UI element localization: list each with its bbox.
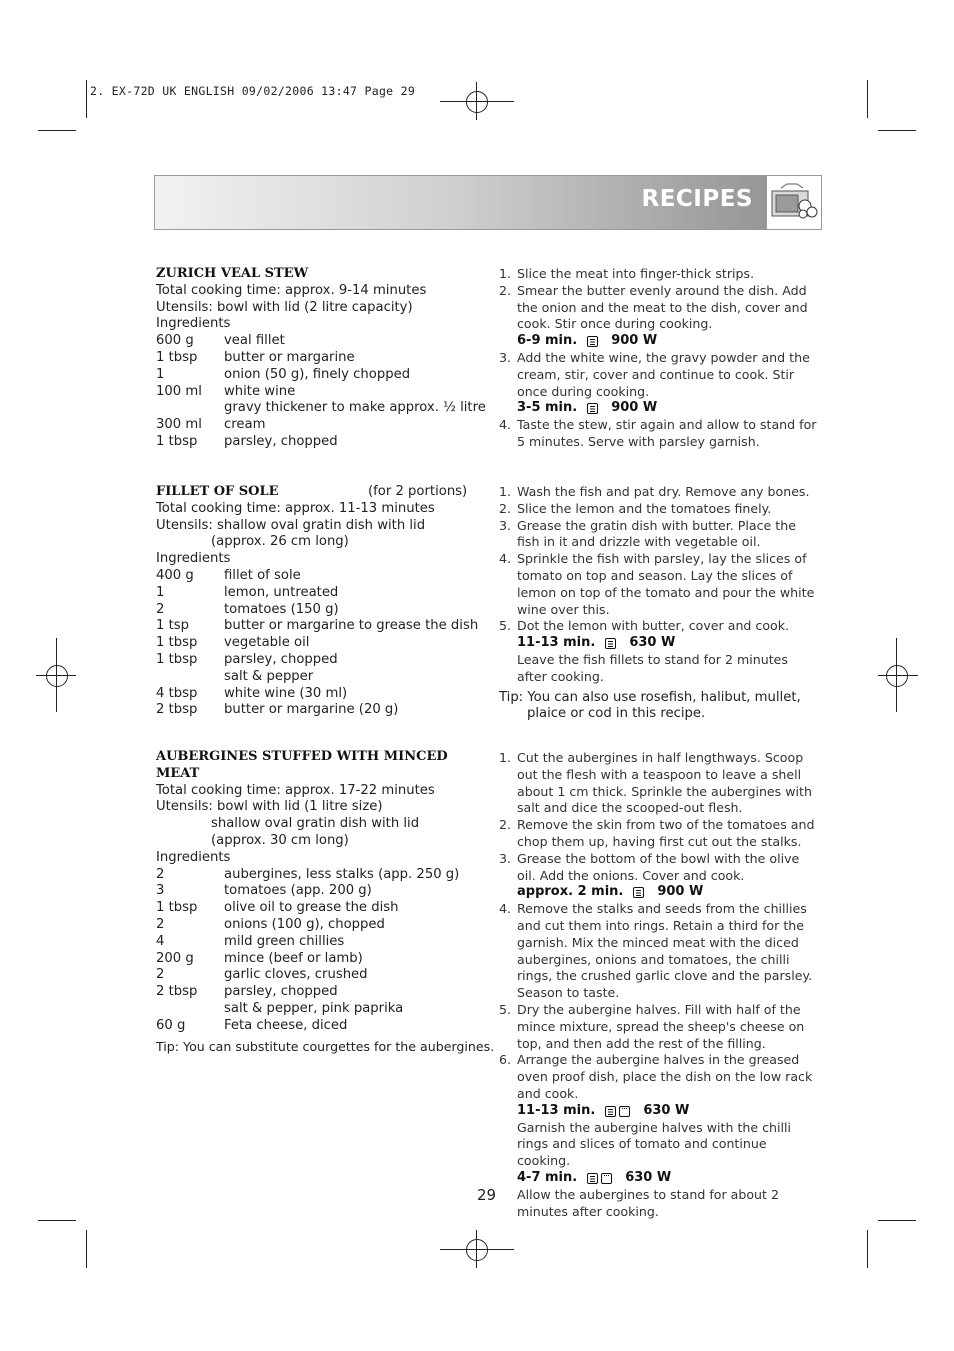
ingredient-row <box>156 333 486 350</box>
ingredient-item: white wine (30 ml) <box>224 685 348 701</box>
step-text: Grease the bottom of the bowl with the olive oil. Add the onions. Cover and cook. <box>517 850 800 883</box>
step-number: 4. <box>499 901 512 917</box>
crop-mark <box>38 1220 76 1221</box>
ingredient-qty: 4 tbsp <box>156 685 198 701</box>
ingredient-item: Feta cheese, diced <box>224 1017 348 1033</box>
recipe-title-row <box>156 484 486 501</box>
ingredient-item: lemon, untreated <box>224 584 339 600</box>
cook-power: 630 W <box>643 1102 690 1118</box>
ingredient-row <box>156 967 486 984</box>
registration-line <box>56 638 57 712</box>
print-slug: 2. EX-72D UK ENGLISH 09/02/2006 13:47 Page 29 <box>90 84 416 98</box>
step-text: Dry the aubergine halves. Fill with half of the mince mixture, spread the sheep's cheese on top, and then add the rest of the filling. <box>517 1001 805 1051</box>
step-text: Remove the stalks and seeds from the chillies and cut them into rings. Retain a third for the garnish. Mix the minced meat with the diced aubergines, onions and tomatoes, the chilli rings, the crushed garlic clove and the parsley. Season to taste. <box>517 901 813 1001</box>
registration-line <box>878 675 918 676</box>
step-note: Allow the aubergines to stand for about 2 minutes after cooking. <box>517 1186 779 1219</box>
cook-setting <box>499 333 821 350</box>
recipe-title: ZURICH VEAL STEW <box>156 266 309 281</box>
ingredient-item: fillet of sole <box>224 567 301 583</box>
ingredient-qty: 300 ml <box>156 417 202 433</box>
recipe-zurich-ingredients <box>156 266 486 451</box>
recipe-sole-steps <box>499 484 821 723</box>
step-text: Remove the skin from two of the tomatoes and chop them up, having first cut out the stalks. <box>517 817 815 849</box>
ingredient-item: butter or margarine to grease the dish <box>224 618 479 634</box>
crop-mark <box>867 80 868 118</box>
step <box>499 518 821 552</box>
ingredient-item: onions (100 g), chopped <box>224 916 385 932</box>
ingredient-row <box>156 400 486 417</box>
microwave-icon <box>587 336 598 347</box>
registration-line <box>476 1230 477 1268</box>
step <box>499 618 821 635</box>
recipe-aubergines-steps <box>499 750 821 1220</box>
ingredient-item: tomatoes (150 g) <box>224 601 339 617</box>
step-number: 5. <box>499 618 512 634</box>
step-text: Slice the lemon and the tomatoes finely. <box>517 500 772 516</box>
ingredient-qty: 2 <box>156 916 165 932</box>
recipe-title: AUBERGINES STUFFED WITH MINCED MEAT <box>156 749 448 781</box>
step <box>499 484 821 501</box>
cook-power: 900 W <box>611 333 658 349</box>
ingredient-item: veal fillet <box>224 333 285 349</box>
ingredient-qty: 1 <box>156 584 165 600</box>
registration-mark-icon <box>466 91 488 113</box>
microwave-icon <box>587 403 598 414</box>
cook-power: 900 W <box>611 400 658 416</box>
ingredient-qty: 2 tbsp <box>156 984 198 1000</box>
ingredient-item: vegetable oil <box>224 635 310 651</box>
crop-mark <box>38 130 76 131</box>
step <box>499 901 821 1002</box>
ingredient-row <box>156 417 486 434</box>
utensils-detail: (approx. 26 cm long) <box>211 534 349 550</box>
microwave-icon <box>633 887 644 898</box>
ingredient-item: aubergines, less stalks (app. 250 g) <box>224 866 460 882</box>
section-banner <box>154 175 822 230</box>
step-text: Arrange the aubergine halves in the greased oven proof dish, place the dish on the low rack and cook. <box>517 1052 813 1101</box>
utensils-detail: (approx. 30 cm long) <box>211 832 349 848</box>
ingredient-row <box>156 883 486 900</box>
registration-line <box>440 1249 514 1250</box>
microwave-icon <box>605 638 616 649</box>
ingredient-row <box>156 900 486 917</box>
ingredient-row <box>156 652 486 669</box>
ingredient-item: cream <box>224 417 266 433</box>
step-text: Slice the meat into finger-thick strips. <box>517 266 755 281</box>
step-text: Wash the fish and pat dry. Remove any bones. <box>517 484 810 499</box>
ingredient-row <box>156 434 486 451</box>
cook-power: 900 W <box>657 884 704 900</box>
ingredient-row <box>156 1018 486 1035</box>
step-number: 5. <box>499 1001 512 1017</box>
step-text: Grease the gratin dish with butter. Place the fish in it and drizzle with vegetable oil. <box>517 517 796 550</box>
step <box>499 851 821 885</box>
microwave-food-icon <box>766 176 821 229</box>
ingredient-qty: 1 tbsp <box>156 433 198 449</box>
ingredient-qty: 1 <box>156 366 165 382</box>
ingredient-row <box>156 384 486 401</box>
cook-time: approx. 2 min. <box>517 884 624 900</box>
tip-text: Tip: You can substitute courgettes for the aubergines. <box>156 1038 495 1054</box>
ingredient-qty: 2 tbsp <box>156 702 198 718</box>
utensils-detail: shallow oval gratin dish with lid <box>211 816 420 832</box>
ingredient-row <box>156 867 486 884</box>
ingredient-row <box>156 585 486 602</box>
ingredient-qty: 4 <box>156 933 165 949</box>
grill-icon <box>619 1106 630 1117</box>
step-number: 6. <box>499 1052 512 1068</box>
registration-line <box>476 82 477 120</box>
ingredient-row <box>156 350 486 367</box>
step <box>499 283 821 333</box>
tip-text: Tip: You can also use rosefish, halibut, mullet, <box>499 689 801 705</box>
step <box>499 501 821 518</box>
ingredient-qty: 1 tbsp <box>156 349 198 365</box>
grill-icon <box>601 1173 612 1184</box>
ingredient-item: garlic cloves, crushed <box>224 967 368 983</box>
ingredient-row <box>156 984 486 1001</box>
ingredient-item: mince (beef or lamb) <box>224 950 363 966</box>
utensils: Utensils: bowl with lid (1 litre size) <box>156 799 383 815</box>
step-text: Sprinkle the fish with parsley, lay the slices of tomato on top and season. Lay the slices of lemon on top of the tomato and pour the white wine over this. <box>517 551 815 617</box>
registration-mark-icon <box>466 1239 488 1261</box>
cook-power: 630 W <box>629 635 676 651</box>
step-number: 1. <box>499 266 512 281</box>
crop-mark <box>86 1230 87 1268</box>
ingredient-item: mild green chillies <box>224 933 345 949</box>
ingredient-item: salt & pepper, pink paprika <box>224 1000 404 1016</box>
ingredient-item: white wine <box>224 383 296 399</box>
ingredient-qty: 60 g <box>156 1017 186 1033</box>
cook-time: 4-7 min. <box>517 1169 578 1185</box>
step <box>499 817 821 851</box>
cook-time: 11-13 min. <box>517 1102 596 1118</box>
ingredient-row <box>156 568 486 585</box>
step <box>499 1002 821 1052</box>
ingredient-qty: 600 g <box>156 333 194 349</box>
ingredient-qty: 2 <box>156 967 165 983</box>
recipe-aubergines-ingredients <box>156 749 495 1055</box>
cook-setting <box>499 884 821 901</box>
ingredient-row <box>156 702 486 719</box>
ingredient-item: onion (50 g), finely chopped <box>224 366 411 382</box>
ingredient-item: salt & pepper <box>224 668 314 684</box>
recipe-zurich-steps <box>499 266 821 451</box>
ingredient-row <box>156 602 486 619</box>
step <box>499 551 821 618</box>
cook-setting <box>499 1103 821 1120</box>
ingredient-qty: 200 g <box>156 950 194 966</box>
recipe-title: FILLET OF SOLE <box>156 484 279 499</box>
ingredient-row <box>156 367 486 384</box>
recipe-sole-ingredients <box>156 484 486 719</box>
cook-setting <box>499 635 821 652</box>
ingredient-item: butter or margarine (20 g) <box>224 702 399 718</box>
ingredient-item: parsley, chopped <box>224 651 338 667</box>
ingredient-qty <box>156 400 224 417</box>
registration-line <box>440 101 514 102</box>
cook-power: 630 W <box>625 1169 672 1185</box>
ingredient-row <box>156 951 486 968</box>
step-number: 1. <box>499 484 512 499</box>
step-text: Cut the aubergines in half lengthways. Scoop out the flesh with a teaspoon to leave a shell about 1 cm thick. Sprinkle the aubergines with salt and dice the scooped-out flesh. <box>517 750 812 816</box>
ingredients-label: Ingredients <box>156 316 231 332</box>
portions: (for 2 portions) <box>368 484 468 499</box>
step-note: Garnish the aubergine halves with the chilli rings and slices of tomato and continue cooking. <box>517 1119 792 1169</box>
ingredient-row <box>156 686 486 703</box>
step-number: 2. <box>499 817 512 833</box>
ingredient-item: olive oil to grease the dish <box>224 900 399 916</box>
step-text: Add the white wine, the gravy powder and the cream, stir, cover and continue to cook. Stir once during cooking. <box>517 349 810 399</box>
ingredient-row <box>156 934 486 951</box>
crop-mark <box>878 130 916 131</box>
tip-text-cont: plaice or cod in this recipe. <box>527 706 706 722</box>
cook-time: 11-13 min. <box>517 635 596 651</box>
step-number: 4. <box>499 551 512 567</box>
step <box>499 1052 821 1102</box>
registration-line <box>896 638 897 712</box>
step-number: 3. <box>499 850 512 866</box>
cook-setting <box>499 400 821 417</box>
page-number: 29 <box>477 1186 497 1204</box>
step <box>499 750 821 817</box>
ingredient-qty: 100 ml <box>156 383 202 399</box>
microwave-icon <box>587 1173 598 1184</box>
ingredients-label: Ingredients <box>156 849 231 865</box>
ingredient-qty: 400 g <box>156 567 194 583</box>
step-number: 1. <box>499 750 512 765</box>
ingredient-qty: 1 tsp <box>156 618 189 634</box>
ingredient-qty: 2 <box>156 866 165 882</box>
section-title: RECIPES <box>641 186 753 212</box>
ingredient-row <box>156 917 486 934</box>
ingredient-qty <box>156 1001 224 1018</box>
step-note: Leave the fish fillets to stand for 2 minutes after cooking. <box>517 651 788 684</box>
ingredient-qty: 3 <box>156 883 165 899</box>
cooking-time: Total cooking time: approx. 11-13 minutes <box>156 500 435 516</box>
ingredient-item: gravy thickener to make approx. ½ litre <box>224 400 486 416</box>
ingredient-row <box>156 618 486 635</box>
ingredients-label: Ingredients <box>156 551 231 567</box>
cook-time: 6-9 min. <box>517 333 578 349</box>
ingredient-item: butter or margarine <box>224 349 355 365</box>
ingredient-item: tomatoes (app. 200 g) <box>224 883 372 899</box>
step-number: 3. <box>499 349 512 365</box>
ingredient-row <box>156 669 486 686</box>
step-number: 4. <box>499 417 512 433</box>
ingredient-qty: 1 tbsp <box>156 635 198 651</box>
step-number: 2. <box>499 282 512 298</box>
step-text: Taste the stew, stir again and allow to stand for 5 minutes. Serve with parsley garnish. <box>517 417 817 449</box>
cook-setting <box>499 1170 821 1187</box>
crop-mark <box>867 1230 868 1268</box>
step <box>499 266 821 283</box>
utensils: Utensils: bowl with lid (2 litre capacity) <box>156 299 413 315</box>
crop-mark <box>878 1220 916 1221</box>
step-number: 3. <box>499 517 512 533</box>
crop-mark <box>86 80 87 118</box>
cook-time: 3-5 min. <box>517 400 578 416</box>
cooking-time: Total cooking time: approx. 9-14 minutes <box>156 282 427 298</box>
step-text: Smear the butter evenly around the dish. Add the onion and the meat to the dish, cover and cook. Stir once during cooking. <box>517 282 808 332</box>
utensils: Utensils: shallow oval gratin dish with lid <box>156 517 426 533</box>
step <box>499 417 821 451</box>
registration-mark-icon <box>886 665 908 687</box>
ingredient-item: parsley, chopped <box>224 984 338 1000</box>
ingredient-qty: 1 tbsp <box>156 900 198 916</box>
registration-mark-icon <box>46 665 68 687</box>
ingredient-row <box>156 635 486 652</box>
step-text: Dot the lemon with butter, cover and cook. <box>517 618 790 634</box>
step-number: 2. <box>499 500 512 516</box>
ingredient-qty <box>156 669 224 686</box>
ingredient-qty: 2 <box>156 601 165 617</box>
step <box>499 350 821 400</box>
cooking-time: Total cooking time: approx. 17-22 minutes <box>156 782 435 798</box>
ingredient-item: parsley, chopped <box>224 433 338 449</box>
microwave-icon <box>605 1106 616 1117</box>
ingredient-qty: 1 tbsp <box>156 651 198 667</box>
ingredient-row <box>156 1001 486 1018</box>
